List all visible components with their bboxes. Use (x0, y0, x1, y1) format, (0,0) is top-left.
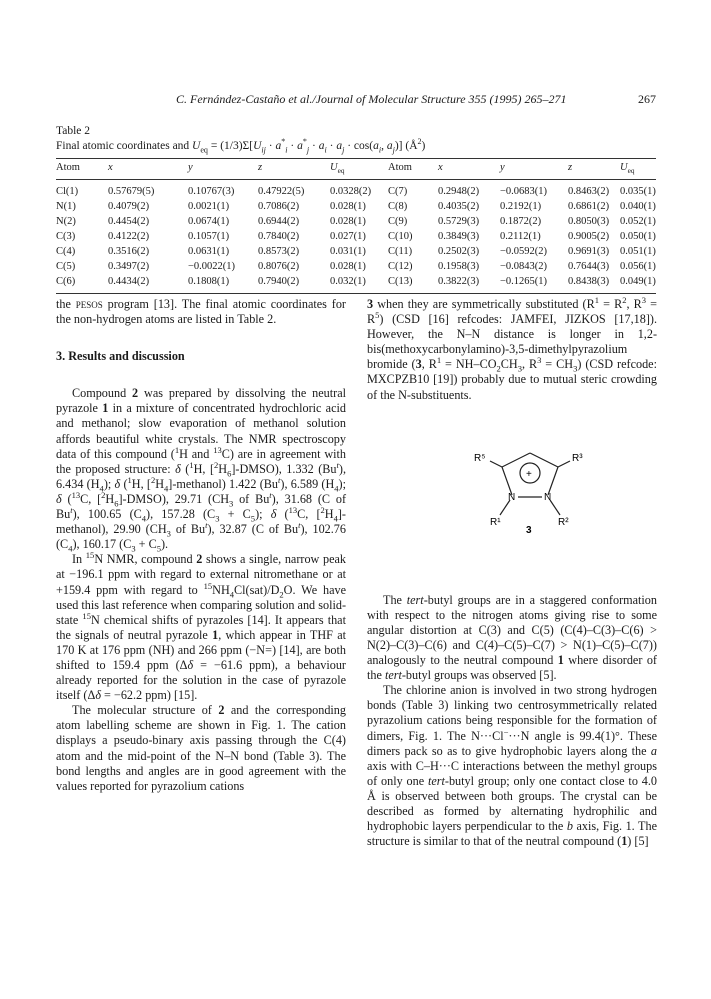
table-cell: N(1) (56, 201, 76, 212)
table-row (56, 229, 656, 244)
col-x: x (108, 159, 188, 180)
table-label: Table 2 (56, 125, 91, 137)
table-cell: C(11) (388, 246, 413, 257)
table-cell: C(5) (56, 261, 76, 272)
compound-number: 3 (526, 525, 532, 535)
table-cell: C(6) (56, 274, 108, 294)
table-cell: 0.0328(2) (330, 186, 372, 197)
table-cell: 0.10767(3) (188, 186, 235, 197)
table-cell: 0.8573(2) (258, 246, 300, 257)
table-cell: 0.028(1) (330, 261, 366, 272)
table-cell: 0.052(1) (620, 216, 656, 227)
col-ueq: $U_{eq}$ (330, 159, 388, 180)
table-cell: −0.0683(1) (500, 186, 548, 197)
table-cell: 0.4035(2) (438, 201, 480, 212)
table-cell: 0.1808(1) (188, 274, 258, 294)
table-cell: 0.040(1) (620, 201, 656, 212)
label-n2: N (544, 492, 552, 503)
table-cell: 0.0021(1) (188, 201, 230, 212)
table-cell: 0.027(1) (330, 231, 366, 242)
table-cell: 0.050(1) (620, 231, 656, 242)
col-ueq-2: $U_{eq}$ (620, 159, 656, 180)
table-cell: 0.7086(2) (258, 201, 300, 212)
table-cell: 0.3516(2) (108, 246, 150, 257)
table-cell: 0.4434(2) (108, 274, 188, 294)
section-heading: 3. Results and discussion (56, 349, 185, 364)
table-cell: 0.5729(3) (438, 216, 480, 227)
table-cell: 0.3497(2) (108, 261, 150, 272)
col-y-2: y (500, 159, 568, 180)
table-cell: 0.2948(2) (438, 186, 480, 197)
table-cell: C(10) (388, 231, 413, 242)
left-column (56, 297, 346, 794)
col-y: y (188, 159, 258, 180)
paragraph: 3 when they are symmetrically substituted ($R^1 = R^2$, $R^3 = R^5$) (CSD [16] refcodes: JAMFEI, JIZKOS [17,18]). However, the N–N distance is longer in 1,2-bis(methoxycarbonylamino)-3,5-dimethylpyrazolium bromide (3, $R^1 = NH-CO_2CH_3$, $R^3 = CH_3$) (CSD refcode: MXCPZB10 [19]) probably due to mutual steric crowding of the N-substituents. (367, 294, 657, 402)
table-cell: 0.1958(3) (438, 261, 480, 272)
table-cell: 0.4122(2) (108, 231, 150, 242)
table-cell: 0.6861(2) (568, 201, 610, 212)
label-plus: + (526, 469, 532, 480)
table-row (56, 244, 656, 259)
table-cell: C(9) (388, 216, 408, 227)
page-number: 267 (638, 92, 656, 106)
label-r3: R³ (572, 453, 583, 464)
table-cell: 0.4079(2) (108, 201, 150, 212)
table-cell: −0.1265(1) (500, 274, 568, 294)
table-cell: 0.1057(1) (188, 231, 230, 242)
label-r2: R² (558, 517, 569, 528)
table-cell: 0.9005(2) (568, 231, 610, 242)
col-z: z (258, 159, 330, 180)
table-cell: C(8) (388, 201, 408, 212)
table-cell: 0.056(1) (620, 261, 656, 272)
table-cell: 0.049(1) (620, 274, 656, 294)
table-cell: 0.8438(3) (568, 274, 620, 294)
table-cell: 0.031(1) (330, 246, 366, 257)
table-cell: 0.3849(3) (438, 231, 480, 242)
pyrazolium-structure-diagram (470, 435, 590, 535)
col-z-2: z (568, 159, 620, 180)
table-header-row (56, 159, 656, 180)
paragraph: The chlorine anion is involved in two strong hydrogen bonds (Table 3) linking two centrosymmetrically related pyrazolium cations being responsible for the formation of dimers, Fig. 1. The N···Cl−···N angle is 99.4(1)°. These dimers pack so as to give hydrophobic layers along the a axis with C–H···C interactions between the methyl groups of only one tert-butyl group; only one contact close to 4.0 Å is observed between both groups. The crystal can be described as formed by alternating hydrophilic and hydrophobic layers perpendicular to the b axis, Fig. 1. The structure is similar to that of the neutral compound (1) [5] (367, 683, 657, 849)
table-cell: 0.2112(1) (500, 231, 541, 242)
table-cell: 0.032(1) (330, 274, 388, 294)
table-row (56, 180, 656, 200)
table-cell: 0.7840(2) (258, 231, 300, 242)
table-cell: Cl(1) (56, 186, 79, 197)
table-cell: 0.3822(3) (438, 274, 500, 294)
table-cell: 0.6944(2) (258, 216, 300, 227)
table-cell: 0.0631(1) (188, 246, 230, 257)
paragraph: the pesos program [13]. The final atomic coordinates for the non-hydrogen atoms are listed in Table 2. (56, 297, 346, 327)
table-cell: 0.2502(3) (438, 246, 480, 257)
table-cell: 0.7644(3) (568, 261, 610, 272)
table-cell: 0.028(1) (330, 216, 366, 227)
label-r1: R¹ (490, 517, 501, 528)
table-cell: N(2) (56, 216, 76, 227)
label-r5: R⁵ (474, 453, 486, 464)
table-cell: C(3) (56, 231, 76, 242)
table-row (56, 259, 656, 274)
col-atom-2: Atom (388, 159, 438, 180)
running-header (56, 92, 656, 108)
table-cell: −0.0592(2) (500, 246, 548, 257)
table-cell: 0.1872(2) (500, 216, 542, 227)
table-cell: C(12) (388, 261, 413, 272)
paragraph: The tert-butyl groups are in a staggered conformation with respect to the nitrogen atoms giving rise to some angular distortion at C(3) and C(5) (C(4)–C(3)–C(6) > N(2)–C(3)–C(6) and C(4)–C(5)–C(7) > N(1)–C(5)–C(7)) analogously to the neutral compound 1 where disorder of the tert-butyl groups was observed [5]. (367, 592, 657, 683)
table-row (56, 274, 656, 294)
col-atom: Atom (56, 159, 108, 180)
journal-citation: C. Fernández-Castaño et al./Journal of Molecular Structure 355 (1995) 265–271 (176, 92, 567, 106)
label-n1: N (508, 492, 516, 503)
table-cell: −0.0843(2) (500, 261, 548, 272)
table-cell: C(13) (388, 274, 438, 294)
col-x-2: x (438, 159, 500, 180)
table-row (56, 199, 656, 214)
atomic-coordinates-table (56, 158, 656, 294)
table-cell: 0.9691(3) (568, 246, 610, 257)
table-cell: −0.0022(1) (188, 261, 236, 272)
table-cell: 0.7940(2) (258, 274, 330, 294)
table-cell: 0.57679(5) (108, 186, 155, 197)
table-cell: 0.8076(2) (258, 261, 300, 272)
table-cell: 0.035(1) (620, 186, 656, 197)
table-cell: 0.0674(1) (188, 216, 230, 227)
table-cell: 0.051(1) (620, 246, 656, 257)
table-cell: 0.8050(3) (568, 216, 610, 227)
table-cell: 0.47922(5) (258, 186, 305, 197)
table-cell: 0.8463(2) (568, 186, 610, 197)
table-row (56, 214, 656, 229)
right-column (367, 294, 657, 849)
paragraph: In $^{15}$N NMR, compound 2 shows a single, narrow peak at −196.1 ppm with regard to external nitromethane or at +159.4 ppm with regard to $^{15}NH_4Cl(sat)/D_2O$. We have used this last reference when comparing solution and solid-state $^{15}$N chemical shifts of pyrazoles [14]. It appears that the signals of neutral pyrazole 1, which appear in THF at 170 K at 176 ppm (NH) and 266 ppm (−N=) [14], are both shifted to 159.4 ppm (Δδ = −61.6 ppm), a behaviour already reported for the solution in the case of pyrazole itself (Δδ = −62.2 ppm) [15]. (56, 550, 347, 703)
table-cell: 0.2192(1) (500, 201, 542, 212)
table-caption (56, 124, 425, 154)
paragraph: The molecular structure of 2 and the corresponding atom labelling scheme are shown in Fig. 1. The cation displays a pseudo-binary axis passing through the C(4) atom and the mid-point of the N–N bond (Table 3). The bond lengths and angles are in good agreement with the values reported for pyrazolium cations (56, 703, 346, 793)
table-cell: 0.028(1) (330, 201, 366, 212)
paragraph: Compound 2 was prepared by dissolving the neutral pyrazole 1 in a mixture of concentrated hydrochloric acid and methanol; slow evaporation of methanol solution affords beautiful white crystals. The NMR spectroscopy data of this compound ($^1$H and $^{13}$C) are in agreement with the proposed structure: δ ($^1$H, $[^2H_6]-DMSO$), 1.332 (Bu$^t$), 6.434 $(H_4)$; δ ($^1$H, $[^2H_4]-methanol$) 1.422 (Bu$^t$), 6.589 $(H_4)$; δ ($^{13}$C, $[^2H_6]-DMSO$), 29.71 ($CH_3$ of Bu$^t$), 31.68 (C of Bu$^t$), 100.65 $(C_4)$, 157.28 $(C_3 + C_5)$; δ ($^{13}$C, $[^2H_4]-methanol$), 29.90 ($CH_3$ of Bu$^t$), 32.87 (C of Bu$^t$), 102.76 $(C_4)$, 160.17 $(C_3 + C_5)$. (56, 386, 347, 554)
table-cell: 0.4454(2) (108, 216, 150, 227)
table-cell: C(7) (388, 186, 408, 197)
table-caption-text: Final atomic coordinates and $U_{eq} = (1/3)\Sigma[U_{ij} \cdot a^*_i \cdot a^*_j \cdot a_i \cdot a_j \cdot \cos(a_i$, $a_j$)] $(Å^2)$ (56, 137, 426, 155)
table-cell: C(4) (56, 246, 76, 257)
